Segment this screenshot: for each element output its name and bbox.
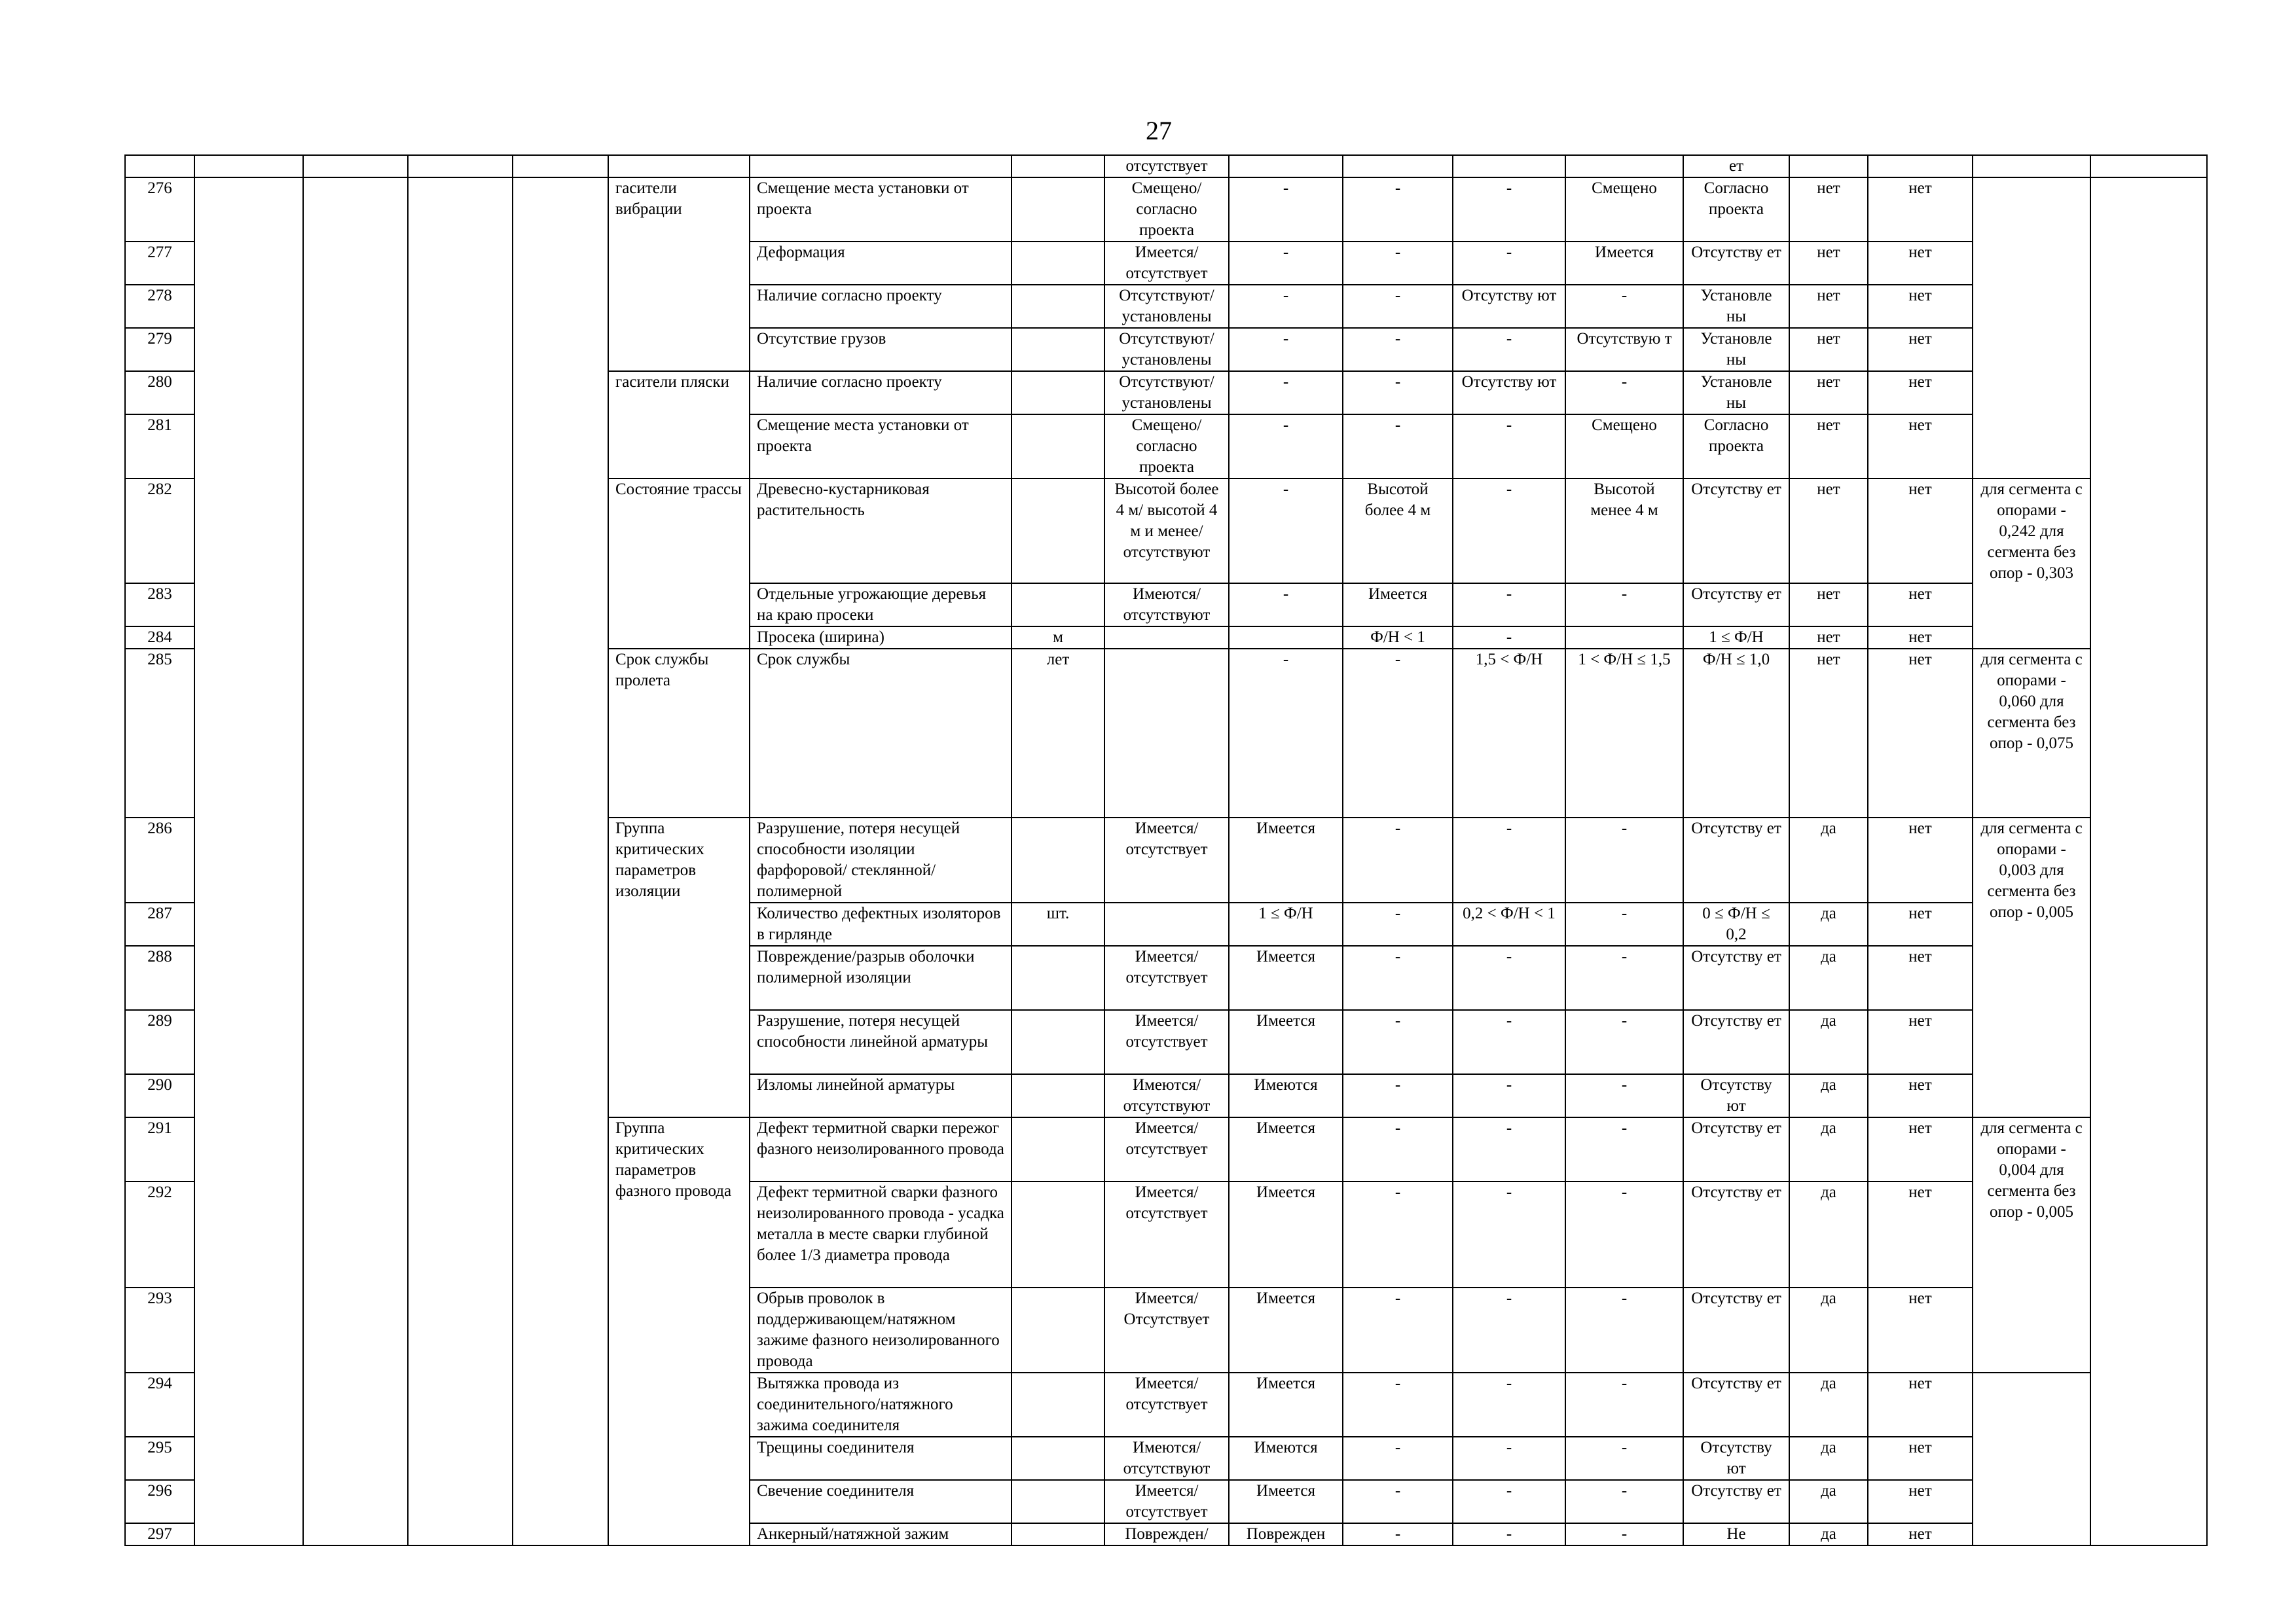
value-c14: да — [1789, 818, 1868, 903]
value-c12: - — [1565, 818, 1683, 903]
table-row — [125, 155, 2207, 177]
unit — [1011, 414, 1104, 478]
parameter-name: Изломы линейной арматуры — [750, 1074, 1011, 1117]
value-c13: Отсутству ет — [1683, 946, 1789, 1010]
unit — [1011, 1373, 1104, 1437]
value-c11: - — [1453, 1288, 1565, 1373]
row-number: 295 — [125, 1437, 194, 1480]
condition-parameters-table — [124, 154, 2208, 1546]
parameter-name: Вытяжка провода из соединительного/натяжного зажима соединителя — [750, 1373, 1011, 1437]
group-name: Группа критических параметров изоляции — [608, 818, 750, 1117]
parameter-name: Свечение соединителя — [750, 1480, 1011, 1523]
unit — [1011, 1117, 1104, 1182]
row-number: 284 — [125, 626, 194, 649]
value-c15: нет — [1868, 818, 1973, 903]
criteria: Высотой более 4 м/ высотой 4 м и менее/ отсутствуют — [1104, 478, 1229, 583]
value-c11: - — [1453, 1373, 1565, 1437]
value-c11: - — [1453, 583, 1565, 626]
value-c9: 1 ≤ Ф/Н — [1229, 903, 1343, 946]
parameter-name: Отсутствие грузов — [750, 328, 1011, 371]
row-number: 283 — [125, 583, 194, 626]
value-c9: Имеется — [1229, 1480, 1343, 1523]
parameter-name: Разрушение, потеря несущей способности изоляции фарфоровой/ стеклянной/ полимерной — [750, 818, 1011, 903]
value-c11: - — [1453, 1074, 1565, 1117]
value-c13: Отсутству ет — [1683, 1288, 1789, 1373]
parameter-name: Наличие согласно проекту — [750, 285, 1011, 328]
value-c14: да — [1789, 1373, 1868, 1437]
parameter-name: Количество дефектных изоляторов в гирлянде — [750, 903, 1011, 946]
criteria: Имеется/ отсутствует — [1104, 1480, 1229, 1523]
value-c14: да — [1789, 1437, 1868, 1480]
value-c12: - — [1565, 583, 1683, 626]
value-c12: - — [1565, 1117, 1683, 1182]
unit — [1011, 177, 1104, 242]
value-c15: нет — [1868, 1010, 1973, 1074]
criteria: Имеется/ отсутствует — [1104, 1117, 1229, 1182]
page-number: 27 — [1146, 116, 1172, 145]
value-c10: - — [1343, 285, 1453, 328]
value-c14: да — [1789, 1074, 1868, 1117]
row-number: 282 — [125, 478, 194, 583]
value-c10: - — [1343, 946, 1453, 1010]
unit — [1011, 946, 1104, 1010]
value-c13: Отсутству ют — [1683, 1437, 1789, 1480]
value-c10: - — [1343, 1074, 1453, 1117]
value-c11: Отсутству ют — [1453, 285, 1565, 328]
value-c13: Отсутству ет — [1683, 1480, 1789, 1523]
value-c15: нет — [1868, 1117, 1973, 1182]
value-c13: Установле ны — [1683, 285, 1789, 328]
parameter-name: Древесно-кустарниковая растительность — [750, 478, 1011, 583]
value-c9: Поврежден — [1229, 1523, 1343, 1545]
value-c9: - — [1229, 583, 1343, 626]
unit — [1011, 583, 1104, 626]
value-c10: - — [1343, 371, 1453, 414]
value-c14: нет — [1789, 414, 1868, 478]
value-c11: - — [1453, 177, 1565, 242]
value-c13: 0 ≤ Ф/Н ≤ 0,2 — [1683, 903, 1789, 946]
unit — [1011, 242, 1104, 285]
criteria: Имеются/ отсутствуют — [1104, 1074, 1229, 1117]
value-c10: - — [1343, 818, 1453, 903]
row-number: 290 — [125, 1074, 194, 1117]
value-c15: нет — [1868, 1182, 1973, 1288]
value-c11: - — [1453, 1437, 1565, 1480]
value-c9: Имеется — [1229, 1288, 1343, 1373]
parameter-name: Анкерный/натяжной зажим — [750, 1523, 1011, 1545]
value-c13: Отсутству ет — [1683, 1010, 1789, 1074]
criteria: Смещено/ согласно проекта — [1104, 177, 1229, 242]
value-c10: - — [1343, 1523, 1453, 1545]
value-c15: нет — [1868, 626, 1973, 649]
value-c9: - — [1229, 242, 1343, 285]
unit — [1011, 285, 1104, 328]
row-number: 289 — [125, 1010, 194, 1074]
unit — [1011, 478, 1104, 583]
cell-criteria: отсутствует — [1104, 155, 1229, 177]
value-c15: нет — [1868, 285, 1973, 328]
value-c13: Отсутству ет — [1683, 818, 1789, 903]
criteria: Имеется/ отсутствует — [1104, 1373, 1229, 1437]
value-c11: - — [1453, 1480, 1565, 1523]
parameter-name: Деформация — [750, 242, 1011, 285]
row-number: 278 — [125, 285, 194, 328]
value-c14: нет — [1789, 177, 1868, 242]
value-c13: Установле ны — [1683, 371, 1789, 414]
value-c11: - — [1453, 626, 1565, 649]
blank-note-cell — [1973, 1373, 2090, 1545]
value-c10: - — [1343, 242, 1453, 285]
value-c15: нет — [1868, 1373, 1973, 1437]
value-c9: Имеется — [1229, 946, 1343, 1010]
value-c14: нет — [1789, 242, 1868, 285]
row-number: 296 — [125, 1480, 194, 1523]
unit — [1011, 818, 1104, 903]
value-c10: - — [1343, 328, 1453, 371]
value-c14: да — [1789, 1288, 1868, 1373]
value-c10: Имеется — [1343, 583, 1453, 626]
blank-column-cell — [194, 177, 303, 1545]
value-c15: нет — [1868, 177, 1973, 242]
weight-note: для сегмента с опорами - 0,242 для сегмента без опор - 0,303 — [1973, 478, 2090, 649]
row-number: 281 — [125, 414, 194, 478]
value-c11: - — [1453, 414, 1565, 478]
value-c15: нет — [1868, 1437, 1973, 1480]
value-c13: Отсутству ет — [1683, 1117, 1789, 1182]
unit — [1011, 371, 1104, 414]
value-c11: - — [1453, 818, 1565, 903]
value-c14: нет — [1789, 328, 1868, 371]
value-c13: Согласно проекта — [1683, 177, 1789, 242]
value-c15: нет — [1868, 328, 1973, 371]
value-c12: - — [1565, 946, 1683, 1010]
parameter-name: Отдельные угрожающие деревья на краю просеки — [750, 583, 1011, 626]
value-c12: - — [1565, 903, 1683, 946]
value-c13: Не — [1683, 1523, 1789, 1545]
value-c10: - — [1343, 1288, 1453, 1373]
value-c9: Имеется — [1229, 1182, 1343, 1288]
unit: м — [1011, 626, 1104, 649]
blank-note-cell — [1973, 177, 2090, 478]
value-c10: - — [1343, 1437, 1453, 1480]
value-c11: - — [1453, 1010, 1565, 1074]
criteria: Имеется/ отсутствует — [1104, 946, 1229, 1010]
value-c10: - — [1343, 1117, 1453, 1182]
value-c10: Высотой более 4 м — [1343, 478, 1453, 583]
value-c11: - — [1453, 946, 1565, 1010]
value-c10: - — [1343, 1480, 1453, 1523]
value-c15: нет — [1868, 371, 1973, 414]
value-c10: - — [1343, 649, 1453, 818]
value-c9: - — [1229, 649, 1343, 818]
row-number: 287 — [125, 903, 194, 946]
criteria: Имеются/ отсутствуют — [1104, 1437, 1229, 1480]
value-c11: - — [1453, 242, 1565, 285]
value-c10: Ф/Н < 1 — [1343, 626, 1453, 649]
parameter-name: Дефект термитной сварки фазного неизолированного провода - усадка металла в месте сварки глубиной более 1/3 диаметра провода — [750, 1182, 1011, 1288]
value-c10: - — [1343, 1373, 1453, 1437]
criteria: Имеется/ отсутствует — [1104, 1182, 1229, 1288]
parameter-name: Смещение места установки от проекта — [750, 177, 1011, 242]
group-name: Состояние трассы — [608, 478, 750, 649]
value-c12: - — [1565, 1074, 1683, 1117]
value-c13: Согласно проекта — [1683, 414, 1789, 478]
blank-column-cell — [2090, 177, 2207, 1545]
row-number: 280 — [125, 371, 194, 414]
value-c11: 1,5 < Ф/Н — [1453, 649, 1565, 818]
weight-note: для сегмента с опорами - 0,060 для сегмента без опор - 0,075 — [1973, 649, 2090, 818]
value-c9: Имеется — [1229, 818, 1343, 903]
value-c12: - — [1565, 1437, 1683, 1480]
value-c14: нет — [1789, 478, 1868, 583]
criteria: Имеется/ отсутствует — [1104, 818, 1229, 903]
parameter-name: Смещение места установки от проекта — [750, 414, 1011, 478]
value-c9: Имеется — [1229, 1117, 1343, 1182]
value-c9: - — [1229, 177, 1343, 242]
unit — [1011, 1288, 1104, 1373]
blank-column-cell — [303, 177, 408, 1545]
value-c15: нет — [1868, 1074, 1973, 1117]
group-name: гасители вибрации — [608, 177, 750, 371]
value-c14: нет — [1789, 583, 1868, 626]
value-c12: - — [1565, 1523, 1683, 1545]
value-c12: 1 < Ф/Н ≤ 1,5 — [1565, 649, 1683, 818]
row-number: 285 — [125, 649, 194, 818]
value-c12: Отсутствую т — [1565, 328, 1683, 371]
value-c15: нет — [1868, 242, 1973, 285]
value-c13: Ф/Н ≤ 1,0 — [1683, 649, 1789, 818]
unit — [1011, 1182, 1104, 1288]
value-c12: - — [1565, 1288, 1683, 1373]
value-c10: - — [1343, 1010, 1453, 1074]
criteria: Смещено/ согласно проекта — [1104, 414, 1229, 478]
row-number: 291 — [125, 1117, 194, 1182]
table-row — [125, 177, 2207, 242]
criteria: Поврежден/ — [1104, 1523, 1229, 1545]
value-c9: Имеются — [1229, 1437, 1343, 1480]
parameter-name: Дефект термитной сварки пережог фазного неизолированного провода — [750, 1117, 1011, 1182]
unit — [1011, 1523, 1104, 1545]
criteria: Имеется/ отсутствует — [1104, 1010, 1229, 1074]
value-c14: нет — [1789, 649, 1868, 818]
value-c13: Установле ны — [1683, 328, 1789, 371]
criteria — [1104, 649, 1229, 818]
value-c12: - — [1565, 1182, 1683, 1288]
parameter-name: Срок службы — [750, 649, 1011, 818]
unit: шт. — [1011, 903, 1104, 946]
row-number: 279 — [125, 328, 194, 371]
value-c9: - — [1229, 414, 1343, 478]
value-c12: Смещено — [1565, 414, 1683, 478]
blank-column-cell — [408, 177, 513, 1545]
value-c15: нет — [1868, 903, 1973, 946]
row-number: 286 — [125, 818, 194, 903]
value-c11: - — [1453, 1523, 1565, 1545]
row-number: 293 — [125, 1288, 194, 1373]
parameter-name: Обрыв проволок в поддерживающем/натяжном зажиме фазного неизолированного провода — [750, 1288, 1011, 1373]
unit — [1011, 1480, 1104, 1523]
value-c15: нет — [1868, 946, 1973, 1010]
row-number: 288 — [125, 946, 194, 1010]
value-c14: да — [1789, 1010, 1868, 1074]
value-c12: - — [1565, 285, 1683, 328]
unit — [1011, 1074, 1104, 1117]
value-c9: Имеется — [1229, 1010, 1343, 1074]
value-c15: нет — [1868, 1288, 1973, 1373]
value-c9: Имеется — [1229, 1373, 1343, 1437]
value-c14: да — [1789, 1480, 1868, 1523]
value-c14: да — [1789, 946, 1868, 1010]
value-c9: - — [1229, 328, 1343, 371]
value-c15: нет — [1868, 478, 1973, 583]
parameter-name: Трещины соединителя — [750, 1437, 1011, 1480]
value-c11: - — [1453, 478, 1565, 583]
criteria: Отсутствуют/ установлены — [1104, 285, 1229, 328]
value-c14: да — [1789, 903, 1868, 946]
group-name: Группа критических параметров фазного провода — [608, 1117, 750, 1545]
value-c12: Имеется — [1565, 242, 1683, 285]
value-c12: Высотой менее 4 м — [1565, 478, 1683, 583]
value-c10: - — [1343, 903, 1453, 946]
blank-column-cell — [513, 177, 608, 1545]
unit — [1011, 1437, 1104, 1480]
value-c14: да — [1789, 1182, 1868, 1288]
group-name: Срок службы пролета — [608, 649, 750, 818]
value-c9: - — [1229, 285, 1343, 328]
parameter-name: Просека (ширина) — [750, 626, 1011, 649]
criteria: Отсутствуют/ установлены — [1104, 328, 1229, 371]
criteria: Имеется/ Отсутствует — [1104, 1288, 1229, 1373]
value-c11: - — [1453, 1182, 1565, 1288]
value-c12: - — [1565, 371, 1683, 414]
parameter-name: Разрушение, потеря несущей способности линейной арматуры — [750, 1010, 1011, 1074]
value-c10: - — [1343, 414, 1453, 478]
weight-note: для сегмента с опорами - 0,003 для сегмента без опор - 0,005 — [1973, 818, 2090, 1117]
value-c15: нет — [1868, 414, 1973, 478]
value-c11: 0,2 < Ф/Н < 1 — [1453, 903, 1565, 946]
criteria: Имеется/ отсутствует — [1104, 242, 1229, 285]
value-c12: - — [1565, 1010, 1683, 1074]
value-c14: нет — [1789, 371, 1868, 414]
cell-good: ет — [1683, 155, 1789, 177]
parameter-name: Повреждение/разрыв оболочки полимерной изоляции — [750, 946, 1011, 1010]
criteria: Имеются/ отсутствуют — [1104, 583, 1229, 626]
value-c10: - — [1343, 177, 1453, 242]
value-c14: да — [1789, 1523, 1868, 1545]
value-c14: нет — [1789, 626, 1868, 649]
unit — [1011, 1010, 1104, 1074]
value-c13: 1 ≤ Ф/Н — [1683, 626, 1789, 649]
value-c9: - — [1229, 478, 1343, 583]
row-number: 297 — [125, 1523, 194, 1545]
value-c12: - — [1565, 1373, 1683, 1437]
value-c15: нет — [1868, 1523, 1973, 1545]
criteria — [1104, 626, 1229, 649]
value-c13: Отсутству ет — [1683, 583, 1789, 626]
value-c11: - — [1453, 1117, 1565, 1182]
value-c14: нет — [1789, 285, 1868, 328]
value-c11: - — [1453, 328, 1565, 371]
value-c15: нет — [1868, 583, 1973, 626]
row-number: 277 — [125, 242, 194, 285]
criteria: Отсутствуют/ установлены — [1104, 371, 1229, 414]
value-c9 — [1229, 626, 1343, 649]
value-c13: Отсутству ет — [1683, 1373, 1789, 1437]
value-c15: нет — [1868, 1480, 1973, 1523]
row-number: 276 — [125, 177, 194, 242]
criteria — [1104, 903, 1229, 946]
value-c14: да — [1789, 1117, 1868, 1182]
value-c9: Имеются — [1229, 1074, 1343, 1117]
weight-note: для сегмента с опорами - 0,004 для сегмента без опор - 0,005 — [1973, 1117, 2090, 1373]
value-c13: Отсутству ет — [1683, 478, 1789, 583]
unit — [1011, 328, 1104, 371]
value-c15: нет — [1868, 649, 1973, 818]
value-c12: Смещено — [1565, 177, 1683, 242]
value-c10: - — [1343, 1182, 1453, 1288]
row-number: 294 — [125, 1373, 194, 1437]
row-number: 292 — [125, 1182, 194, 1288]
group-name: гасители пляски — [608, 371, 750, 478]
value-c13: Отсутству ет — [1683, 1182, 1789, 1288]
value-c13: Отсутству ют — [1683, 1074, 1789, 1117]
unit: лет — [1011, 649, 1104, 818]
value-c11: Отсутству ют — [1453, 371, 1565, 414]
value-c9: - — [1229, 371, 1343, 414]
value-c13: Отсутству ет — [1683, 242, 1789, 285]
parameter-name: Наличие согласно проекту — [750, 371, 1011, 414]
value-c12 — [1565, 626, 1683, 649]
value-c12: - — [1565, 1480, 1683, 1523]
